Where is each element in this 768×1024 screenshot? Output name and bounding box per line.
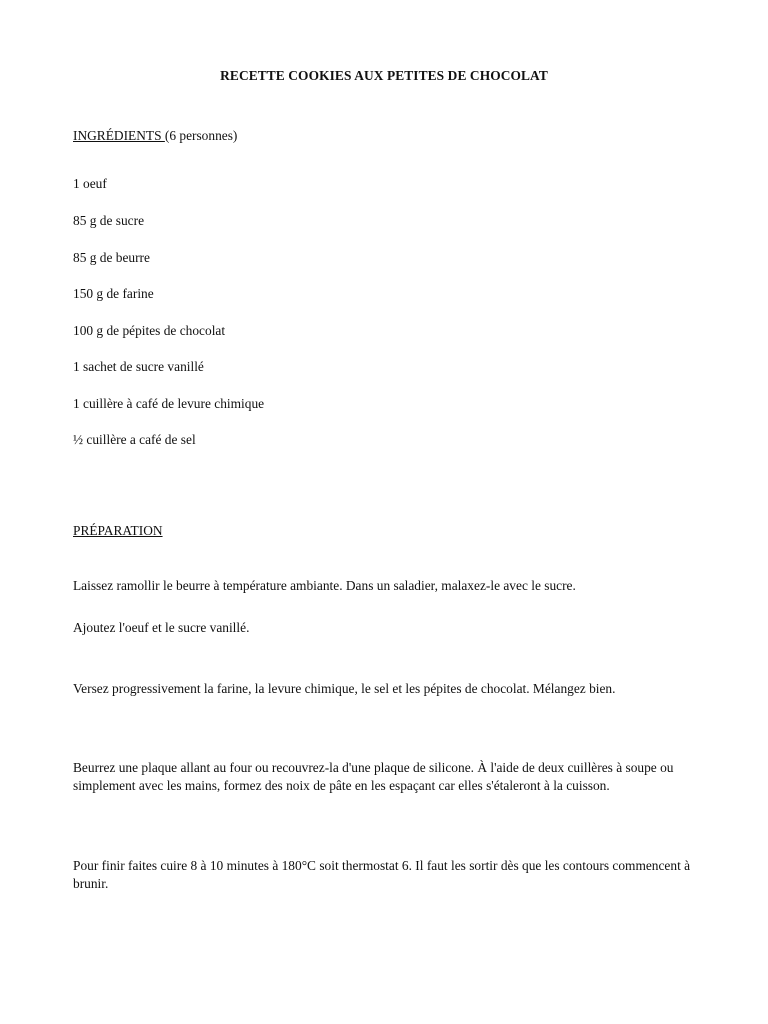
preparation-step: Ajoutez l'oeuf et le sucre vanillé. <box>73 620 250 635</box>
ingredient-item: 1 cuillère à café de levure chimique <box>73 396 265 411</box>
preparation-heading: PRÉPARATION <box>73 523 163 538</box>
ingredient-item: 1 sachet de sucre vanillé <box>73 359 204 374</box>
ingredients-heading-line <box>73 128 237 144</box>
ingredient-item: 1 oeuf <box>73 176 107 191</box>
ingredient-item: 100 g de pépites de chocolat <box>73 323 226 338</box>
preparation-step: Pour finir faites cuire 8 à 10 minutes à 180°C soit thermostat 6. Il faut les sortir dès que les contours commencent à brunir. <box>73 858 691 891</box>
ingredient-item: 85 g de beurre <box>73 250 150 265</box>
preparation-step: Versez progressivement la farine, la levure chimique, le sel et les pépites de chocolat. Mélangez bien. <box>73 681 616 696</box>
ingredients-servings: (6 personnes) <box>164 128 238 143</box>
preparation-step: Laissez ramollir le beurre à température ambiante. Dans un saladier, malaxez-le avec le sucre. <box>73 578 576 593</box>
ingredient-item: 85 g de sucre <box>73 213 145 228</box>
preparation-step: Beurrez une plaque allant au four ou recouvrez-la d'une plaque de silicone. À l'aide de deux cuillères à soupe ou simplement avec les mains, formez des noix de pâte en les espaçant car elles s'étaleront à la cuisson. <box>73 760 674 793</box>
ingredients-heading: INGRÉDIENTS <box>73 128 165 143</box>
document-title: RECETTE COOKIES AUX PETITES DE CHOCOLAT <box>220 68 548 83</box>
ingredient-item: ½ cuillère a café de sel <box>73 432 196 447</box>
preparation-heading-line <box>73 523 163 539</box>
ingredient-item: 150 g de farine <box>73 286 154 301</box>
